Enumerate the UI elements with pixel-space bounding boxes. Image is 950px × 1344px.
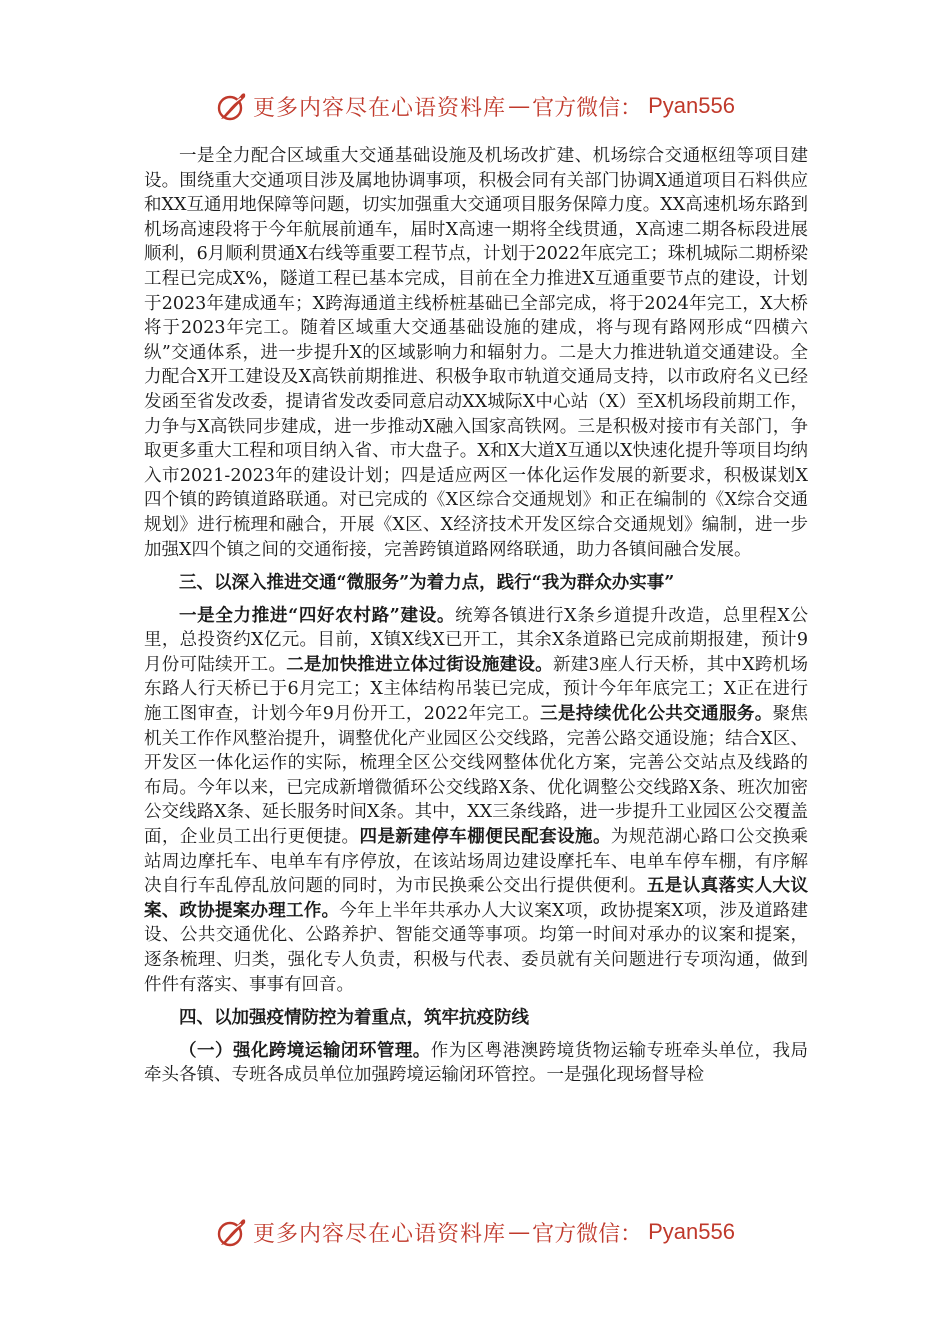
watermark-banner-top bbox=[0, 86, 950, 126]
watermark-banner-bottom bbox=[0, 1212, 950, 1252]
banner-text: 更多内容尽在心语资料库 bbox=[253, 1221, 507, 1247]
point-parking-shed-title: 四是新建停车棚便民配套设施。 bbox=[359, 827, 611, 848]
point-rural-roads-title: 一是全力推进“四好农村路”建设。 bbox=[179, 605, 456, 626]
point-proposals-title: 五是认真落实人大议案、政协提案办理工作。 bbox=[144, 876, 809, 921]
banner-wechat-id: Pyan556 bbox=[648, 1219, 735, 1244]
banner-wechat-id: Pyan556 bbox=[648, 93, 735, 118]
section-heading-4: 四、以加强疫情防控为着重点，筑牢抗疫防线 bbox=[179, 1008, 529, 1029]
banner-content bbox=[215, 89, 735, 123]
point-parking-shed-text: 为规范湖心路口公交换乘站周边摩托车、电单车有序停放，在该站场周边建设摩托车、电单车停车棚，有序解决自行车乱停乱放问题的同时，为市民换乘公交出行提供便利。 bbox=[144, 827, 809, 897]
point-proposals-text: 今年上半年共承办人大议案X项，政协提案X项，涉及道路建设、公共交通优化、公路养护、智能交通等事项。均第一时间对承办的议案和提案，逐条梳理、归类，强化专人负责，积极与代表、委员就有关问题进行专项沟通，做到件件有落实、事事有回音。 bbox=[144, 900, 808, 995]
banner-content bbox=[215, 1215, 735, 1249]
banner-wechat-label: 官方微信： bbox=[532, 1221, 643, 1247]
point-public-transit-title: 三是持续优化公共交通服务。 bbox=[540, 704, 773, 725]
paragraph-transport-infrastructure: 一是全力配合区域重大交通基础设施及机场改扩建、机场综合交通枢纽等项目建设。围绕重大交通项目涉及属地协调事项，积极会同有关部门协调X通道项目石料供应和XX互通用地保障等问题，切实加强重大交通项目服务保障力度。XX高速机场东路到机场高速段将于今年航展前通车，届时X高速一期将全线贯通，X高速二期各标段进展顺利，6月顺利贯通X右线等重要工程节点，计划于2022年底完工；珠机城际二期桥梁工程已完成X%，隧道工程已基本完成，目前在全力推进X互通重要节点的建设，计划于2023年建成通车；X跨海通道主线桥桩基础已全部完成，将于2024年完工，X大桥将于2023年完工。随着区域重大交通基础设施的建成，将与现有路网形成“四横六纵”交通体系，进一步提升X的区域影响力和辐射力。二是大力推进轨道交通建设。全力配合X开工建设及X高铁前期推进、积极争取市轨道交通局支持，以市政府名义已经发函至省发改委，提请省发改委同意启动XX城际X中心站（X）至X机场段前期工作，力争与X高铁同步建成，进一步推动X融入国家高铁网。三是积极对接市有关部门，争取更多重大工程和项目纳入省、市大盘子。X和X大道X互通以X快速化提升等项目均纳入市2021-2023年的建设计划；四是适应两区一体化运作发展的新要求，积极谋划X四个镇的跨镇道路联通。对已完成的《X区综合交通规划》和正在编制的《X综合交通规划》进行梳理和融合，开展《X区、X经济技术开发区综合交通规划》编制，进一步加强X四个镇之间的交通衔接，完善跨镇道路网络联通，助力各镇间融合发展。 bbox=[144, 146, 808, 560]
banner-text: 更多内容尽在心语资料库 bbox=[253, 95, 507, 121]
banner-separator: — bbox=[508, 93, 531, 119]
paragraph-epidemic-control bbox=[144, 1039, 808, 1088]
point-rural-roads-text: 统筹各镇进行X条乡道提升改造，总里程X公里，总投资约X亿元。目前，X镇X线X已开工，其余X条道路已完成前期报建，预计9月份可陆续开工。 bbox=[144, 605, 808, 675]
banner-separator: — bbox=[508, 1219, 531, 1245]
banner-wechat-label: 官方微信： bbox=[532, 95, 643, 121]
point-overpass-title: 二是加快推进立体过街设施建设。 bbox=[286, 654, 553, 675]
point-cross-border-title: （一）强化跨境运输闭环管理。 bbox=[179, 1040, 431, 1061]
paragraph-micro-services bbox=[144, 604, 808, 998]
point-public-transit-text: 聚焦机关工作作风整治提升，调整优化产业园区公交线路，完善公路交通设施；结合X区、开发区一体化运作的实际，梳理全区公交线网整体优化方案，完善公交站点及线路的布局。今年以来，已完成新增微循环公交线路X条、优化调整公交线路X条、班次加密公交线路X条、延长服务时间X条。其中，XX三条线路，进一步提升工业园区公交覆盖面，企业员工出行更便捷。 bbox=[144, 704, 809, 848]
point-overpass-text: 新建3座人行天桥，其中X跨机场东路人行天桥已于6月完工；X主体结构吊装已完成，预计今年年底完工；X正在进行施工图审查，计划今年9月份开工，2022年完工。 bbox=[144, 654, 808, 725]
quill-icon bbox=[215, 89, 249, 123]
point-cross-border-text: 作为区粤港澳跨境货物运输专班牵头单位，我局牵头各镇、专班各成员单位加强跨境运输闭环管控。一是强化现场督导检 bbox=[144, 1040, 809, 1086]
quill-icon bbox=[215, 1215, 249, 1249]
document-body bbox=[144, 144, 808, 1088]
section-heading-3: 三、以深入推进交通“微服务”为着力点，践行“我为群众办实事” bbox=[179, 573, 675, 594]
